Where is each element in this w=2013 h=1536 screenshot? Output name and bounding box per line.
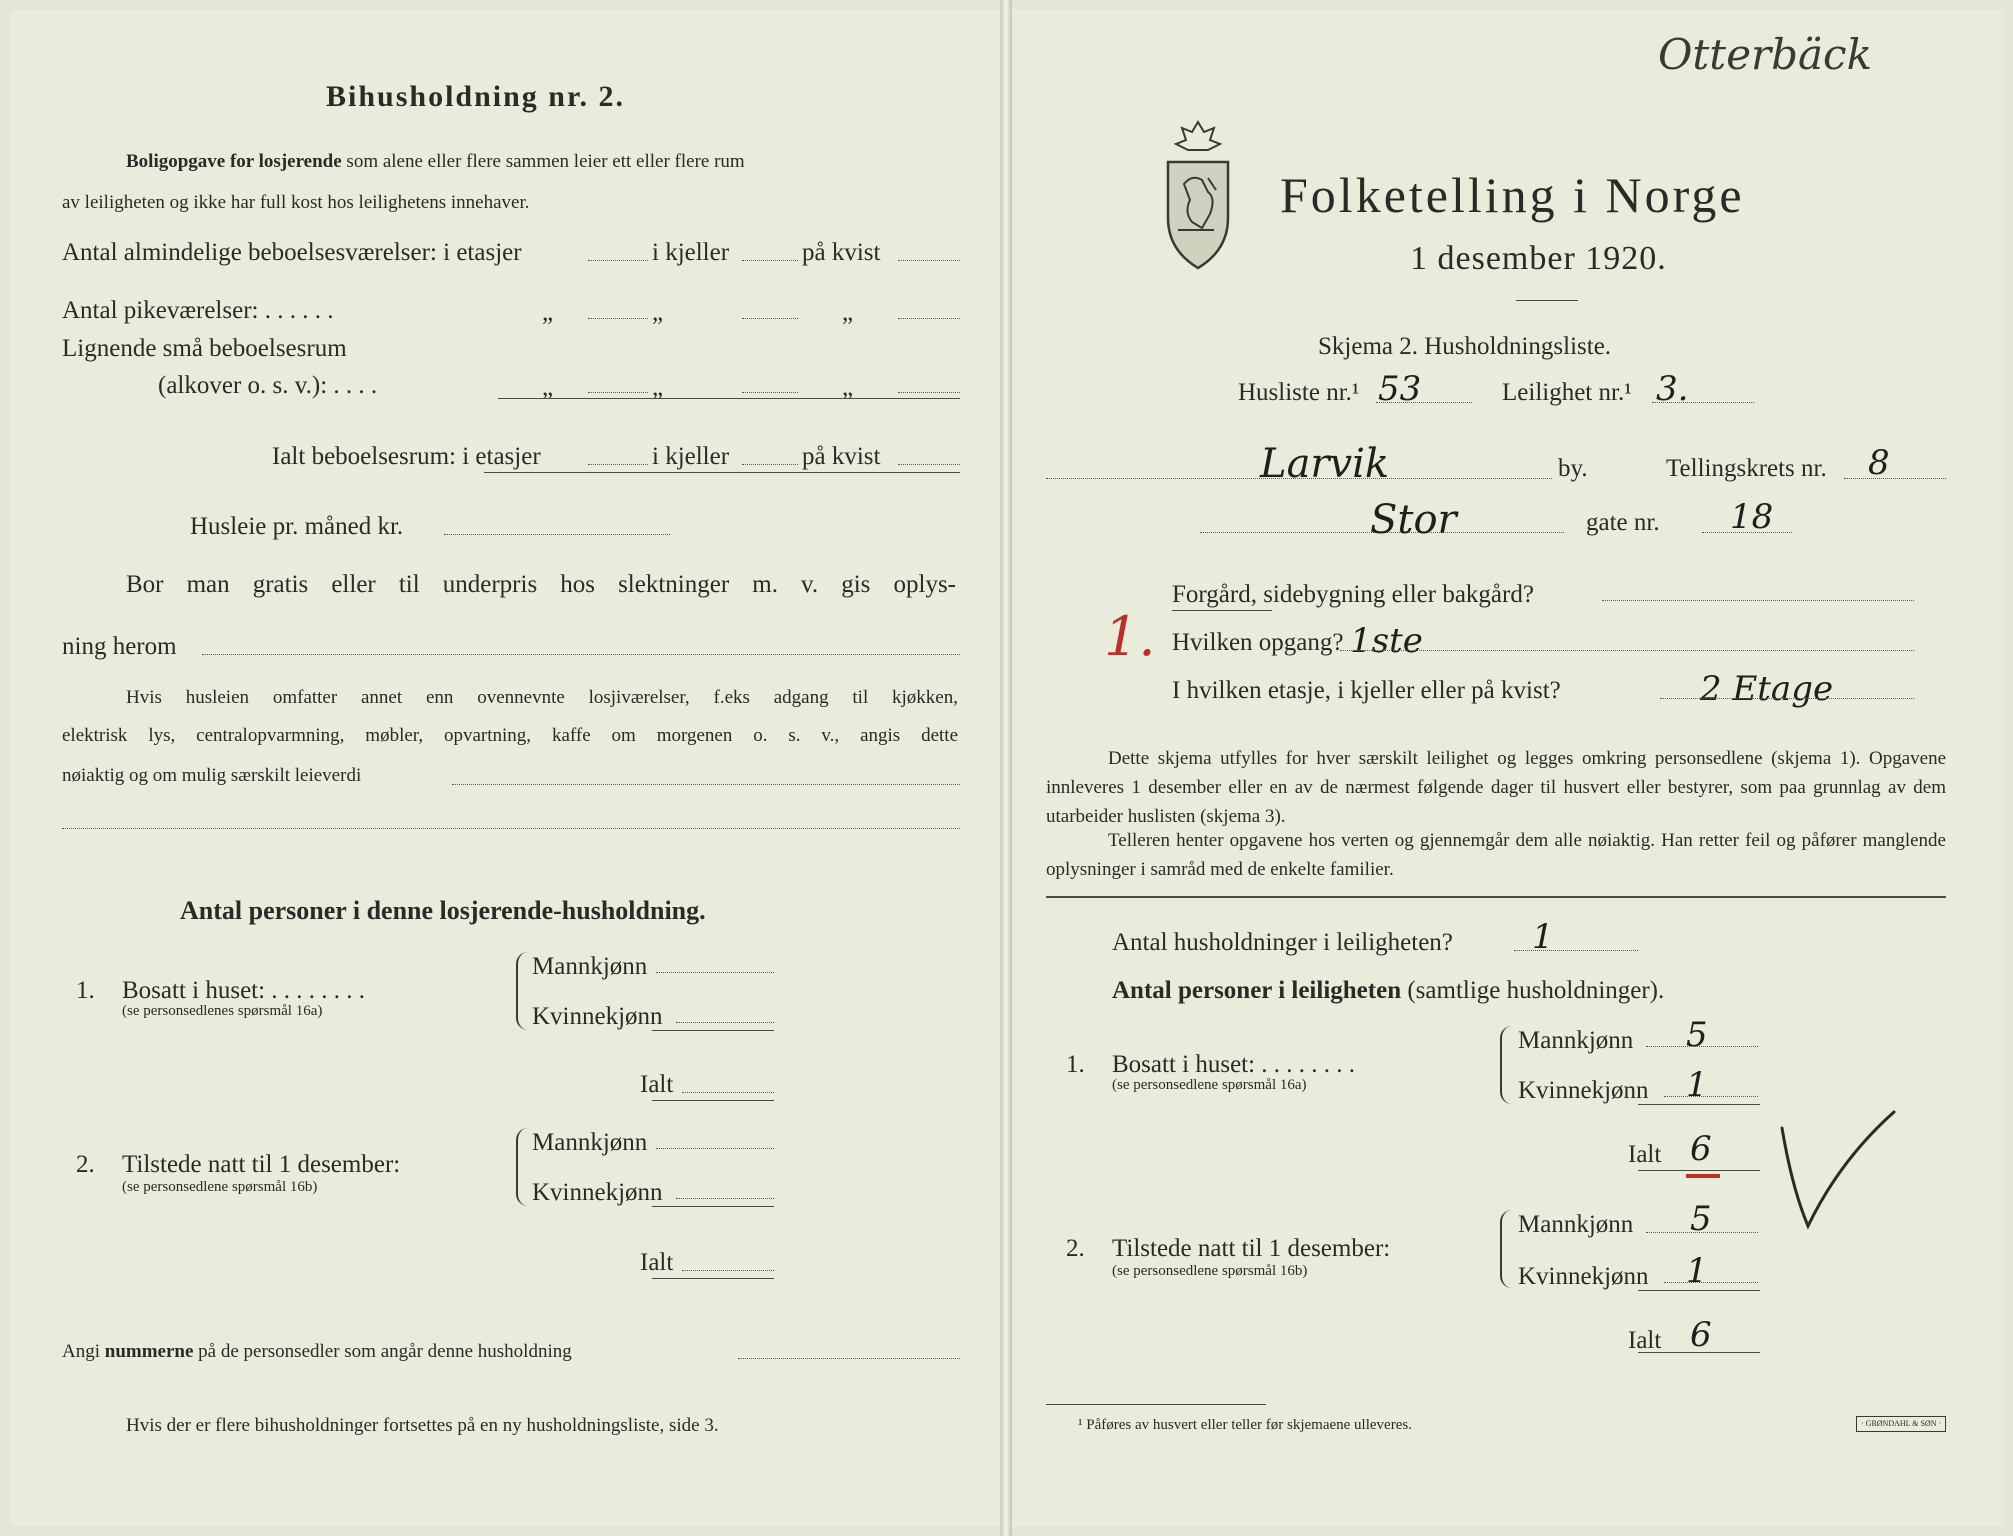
leilighet-value: 3. <box>1656 369 1689 409</box>
krets-label: Tellingskrets nr. <box>1666 455 1827 482</box>
r-q2-male: Mannkjønn <box>1518 1211 1634 1238</box>
r-q2-female: Kvinnekjønn <box>1518 1263 1649 1290</box>
l-q2-male-field[interactable] <box>656 1148 774 1149</box>
numbers-field[interactable] <box>738 1358 960 1359</box>
printer-stamp: · GRØNDAHL & SØN · <box>1856 1416 1946 1432</box>
row3-field-1[interactable] <box>588 392 648 393</box>
note-line2: elektrisk lys, centralopvarmning, møbler, opvartning, kaffe om morgenen o. s. v., angis dette <box>62 725 958 746</box>
row3-underline <box>498 398 960 399</box>
l-q2-total: Ialt <box>640 1249 674 1276</box>
note-field-2[interactable] <box>62 828 960 829</box>
r-q2-total: Ialt <box>1628 1327 1662 1354</box>
forgard-field[interactable] <box>1602 600 1914 601</box>
r-q1-note: (se personsedlene spørsmål 16a) <box>1112 1077 1307 1093</box>
l-q1-female: Kvinnekjønn <box>532 1003 663 1030</box>
intro-line2: av leiligheten og ikke har full kost hos leilighetens innehaver. <box>62 192 530 213</box>
r-q2-male-value: 5 <box>1690 1199 1712 1239</box>
right-date: 1 desember 1920. <box>1410 240 1667 277</box>
free-line1: Bor man gratis eller til underpris hos slektninger m. v. gis oplys- <box>126 571 956 598</box>
persons-rest: (samtlige husholdninger). <box>1407 977 1665 1004</box>
free-line2: ning herom <box>62 633 177 660</box>
r-q1-sum-line <box>1638 1104 1760 1105</box>
etasje-value: 2 Etage <box>1700 669 1834 709</box>
row4-label: Ialt beboelsesrum: i etasjer <box>272 443 541 470</box>
gate-label: gate nr. <box>1586 509 1660 536</box>
left-title: Bihusholdning nr. 2. <box>326 80 626 113</box>
leilighet-label: Leilighet nr.¹ <box>1502 379 1632 406</box>
l-q1-total-field[interactable] <box>682 1092 774 1093</box>
footnote-rule <box>1046 1404 1266 1405</box>
r-q2-brace <box>1500 1210 1512 1288</box>
r-q2-total-value: 6 <box>1690 1315 1712 1355</box>
r-q1-female: Kvinnekjønn <box>1518 1077 1649 1104</box>
row4-kvist: på kvist <box>802 443 881 470</box>
opgang-field[interactable] <box>1340 650 1914 651</box>
l-q2-sum-line <box>652 1206 774 1207</box>
row2-field-2[interactable] <box>742 318 798 319</box>
opgang-value: 1ste <box>1350 621 1423 661</box>
page-fold <box>1000 0 1012 1536</box>
l-q2-female-field[interactable] <box>676 1198 774 1199</box>
r-q2-note: (se personsedlene spørsmål 16b) <box>1112 1263 1308 1279</box>
r-q2-male-field[interactable] <box>1646 1232 1758 1233</box>
l-q2-note: (se personsedlene spørsmål 16b) <box>122 1179 318 1195</box>
l-q1-brace <box>516 952 528 1030</box>
row4-kjeller: i kjeller <box>652 443 730 470</box>
q-opgang: Hvilken opgang? <box>1172 629 1344 656</box>
numbers-bold: nummerne <box>104 1341 194 1362</box>
row3-field-2[interactable] <box>742 392 798 393</box>
gate-value: 18 <box>1730 497 1774 537</box>
instructions-1: Dette skjema utfylles for hver særskilt leilighet og legges omkring personsedlene (skjema 1). Opgavene innleveres 1 desember eller en av de nærmest følgende dager til husvert eller bestyrer, som paa grunnlag av dem utarbeider huslisten (skjema 3). <box>1046 748 1946 827</box>
numbers-rest: på de personsedler som angår denne husholdning <box>198 1341 572 1362</box>
row3-field-3[interactable] <box>898 392 960 393</box>
persons-bold: Antal personer i leiligheten <box>1112 977 1402 1004</box>
row1-etasjer-field[interactable] <box>588 260 648 261</box>
l-q1-male: Mannkjønn <box>532 953 648 980</box>
l-q2-total-line <box>652 1278 774 1279</box>
instructions-rule <box>1046 896 1946 898</box>
r-q1-label: Bosatt i huset: . . . . . . . . <box>1112 1051 1356 1078</box>
row2-ditto-1: „ <box>542 299 554 326</box>
row4-etasjer-field[interactable] <box>588 464 648 465</box>
leilighet-field[interactable] <box>1652 402 1754 403</box>
forgard-underline <box>1172 610 1272 611</box>
row1-label: Antal almindelige beboelsesværelser: i etasjer <box>62 239 522 266</box>
r-q1-male-field[interactable] <box>1646 1046 1758 1047</box>
row3-label: Lignende små beboelsesrum <box>62 335 347 362</box>
row1-kvist-field[interactable] <box>898 260 960 261</box>
r-q1-brace <box>1500 1026 1512 1104</box>
gate-field[interactable] <box>1702 532 1792 533</box>
numbers-pre: Angi <box>62 1341 100 1362</box>
r-q2-label: Tilstede natt til 1 desember: <box>1112 1235 1391 1262</box>
left-footer: Hvis der er flere bihusholdninger fortsettes på en ny husholdningsliste, side 3. <box>126 1415 719 1436</box>
row2-ditto-3: „ <box>842 299 854 326</box>
persons-heading: Antal personer i denne losjerende-husholdning. <box>180 896 706 925</box>
row1-kjeller: i kjeller <box>652 239 730 266</box>
corner-handwriting: Otterbäck <box>1658 30 1873 79</box>
husliste-label: Husliste nr.¹ <box>1238 379 1360 406</box>
r-q2-total-line <box>1638 1352 1760 1353</box>
note-field[interactable] <box>452 784 960 785</box>
q-forgard: Forgård, sidebygning eller bakgård? <box>1172 581 1534 608</box>
city-value: Larvik <box>1260 441 1390 487</box>
right-title: Folketelling i Norge <box>1280 167 1745 223</box>
krets-value: 8 <box>1868 443 1890 483</box>
l-q1-sum-line <box>652 1030 774 1031</box>
l-q2-num: 2. <box>76 1151 95 1178</box>
hh-label: Antal husholdninger i leiligheten? <box>1112 929 1453 956</box>
footnote: ¹ Påføres av husvert eller teller før skjemaene ulleveres. <box>1078 1417 1412 1433</box>
row2-field-1[interactable] <box>588 318 648 319</box>
row4-underline <box>484 472 960 473</box>
intro-rest: som alene eller flere sammen leier ett eller flere rum <box>346 151 745 172</box>
free-field[interactable] <box>202 654 960 655</box>
persons-line <box>1112 978 1664 1003</box>
row2-ditto-2: „ <box>652 299 664 326</box>
note-line1: Hvis husleien omfatter annet enn ovennevnte losjiværelser, f.eks adgang til kjøkken, <box>126 687 958 708</box>
r-q2-female-field[interactable] <box>1664 1282 1758 1283</box>
coat-of-arms-icon <box>1158 118 1238 274</box>
l-q1-label: Bosatt i huset: . . . . . . . . <box>122 977 366 1004</box>
intro-bold: Boligopgave for losjerende <box>126 151 342 172</box>
check-mark-icon <box>1778 1108 1898 1234</box>
schema-label: Skjema 2. Husholdningsliste. <box>1318 333 1612 360</box>
l-q2-total-field[interactable] <box>682 1270 774 1271</box>
hh-field[interactable] <box>1514 950 1638 951</box>
r-q1-total: Ialt <box>1628 1141 1662 1168</box>
l-q2-label: Tilstede natt til 1 desember: <box>122 1151 401 1178</box>
intro-line1 <box>126 152 745 171</box>
l-q1-total: Ialt <box>640 1071 674 1098</box>
row4-kjeller-field[interactable] <box>742 464 798 465</box>
red-pencil-mark: 1. <box>1104 605 1156 668</box>
row3-label2: (alkover o. s. v.): . . . . <box>158 372 378 399</box>
hh-value: 1 <box>1532 917 1554 957</box>
red-underline <box>1686 1174 1720 1178</box>
husliste-field[interactable] <box>1376 402 1472 403</box>
l-q2-brace <box>516 1128 528 1206</box>
r-q1-num: 1. <box>1066 1051 1085 1078</box>
r-q1-male: Mannkjønn <box>1518 1027 1634 1054</box>
numbers-line <box>62 1342 572 1361</box>
rent-field[interactable] <box>444 534 670 535</box>
row2-label: Antal pikeværelser: . . . . . . <box>62 297 334 324</box>
street-value: Stor <box>1370 497 1457 543</box>
r-q2-sum-line <box>1638 1290 1760 1291</box>
r-q1-male-value: 5 <box>1686 1015 1708 1055</box>
krets-field[interactable] <box>1844 478 1946 479</box>
l-q1-female-field[interactable] <box>676 1022 774 1023</box>
l-q2-male: Mannkjønn <box>532 1129 648 1156</box>
row3-ditto-2: „ <box>652 374 664 401</box>
l-q1-num: 1. <box>76 977 95 1004</box>
husliste-value: 53 <box>1378 369 1422 409</box>
l-q2-female: Kvinnekjønn <box>532 1179 663 1206</box>
r-q2-num: 2. <box>1066 1235 1085 1262</box>
etasje-field[interactable] <box>1660 698 1914 699</box>
r-q1-total-line <box>1638 1170 1760 1171</box>
row3-ditto-1: „ <box>542 374 554 401</box>
l-q1-total-line <box>652 1100 774 1101</box>
l-q1-male-field[interactable] <box>656 972 774 973</box>
row3-ditto-3: „ <box>842 374 854 401</box>
r-q1-total-value: 6 <box>1690 1129 1712 1169</box>
instructions-2: Telleren henter opgavene hos verten og gjennemgår dem alle nøiaktig. Han retter feil og påfører manglende oplysninger i samråd med de enkelte familier. <box>1046 830 1946 880</box>
r-q2-female-value: 1 <box>1686 1251 1708 1291</box>
row2-field-3[interactable] <box>898 318 960 319</box>
q-etasje: I hvilken etasje, i kjeller eller på kvist? <box>1172 677 1561 704</box>
title-rule <box>1516 300 1578 301</box>
r-q1-female-field[interactable] <box>1664 1096 1758 1097</box>
note-line3: nøiaktig og om mulig særskilt leieverdi <box>62 765 362 786</box>
rent-label: Husleie pr. måned kr. <box>190 513 404 540</box>
row1-kjeller-field[interactable] <box>742 260 798 261</box>
l-q1-note: (se personsedlenes spørsmål 16a) <box>122 1003 323 1019</box>
row1-kvist: på kvist <box>802 239 881 266</box>
by-label: by. <box>1558 455 1588 482</box>
r-q1-female-value: 1 <box>1686 1065 1708 1105</box>
row4-kvist-field[interactable] <box>898 464 960 465</box>
